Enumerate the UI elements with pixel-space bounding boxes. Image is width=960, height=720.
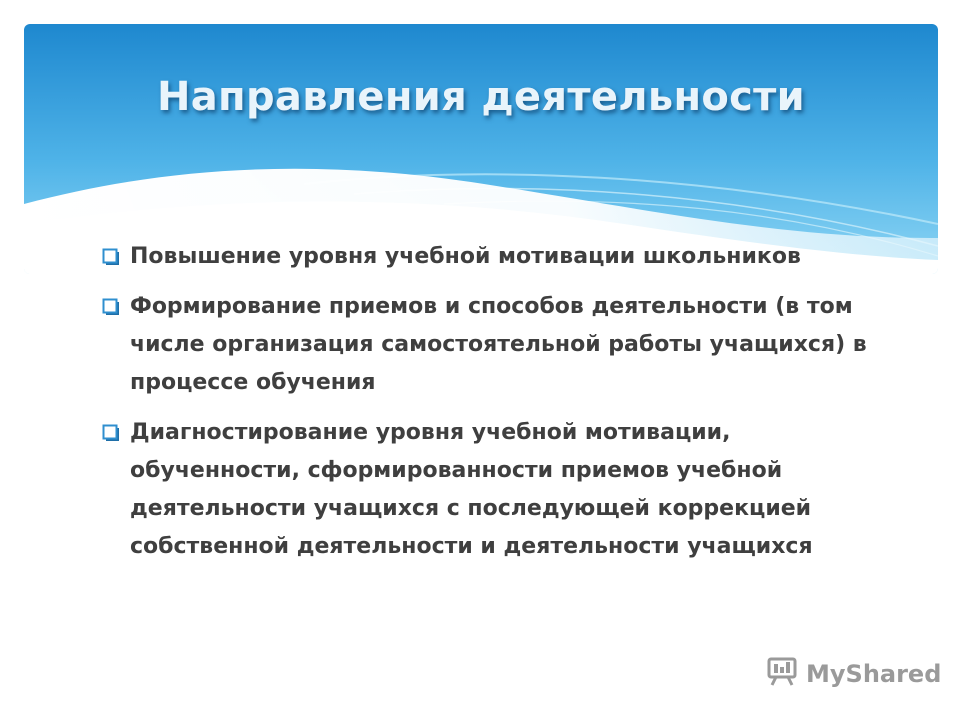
checkbox-square-icon — [102, 248, 120, 266]
bullet-text: Повышение уровня учебной мотивации школьников — [130, 244, 801, 269]
watermark-text: MyShared — [806, 660, 942, 688]
myshared-watermark[interactable] — [766, 656, 941, 692]
bullet-item-3 — [102, 414, 882, 566]
bullet-list — [102, 238, 882, 578]
bullet-item-1 — [102, 238, 882, 276]
checkbox-square-icon — [102, 424, 120, 442]
bullet-text: Диагностирование уровня учебной мотивации, обученности, сформированности приемов учебной деятельности учащихся с последующей коррекцией собственной деятельности и деятельности учащихся — [130, 420, 813, 559]
bullet-text: Формирование приемов и способов деятельности (в том числе организация самостоятельной работы учащихся) в процессе обучения — [130, 294, 867, 395]
myshared-logo-icon — [766, 657, 800, 691]
checkbox-square-icon — [102, 298, 120, 316]
slide-title: Направления деятельности — [156, 74, 805, 120]
bullet-item-2 — [102, 288, 882, 402]
header-wave-background — [24, 24, 938, 274]
